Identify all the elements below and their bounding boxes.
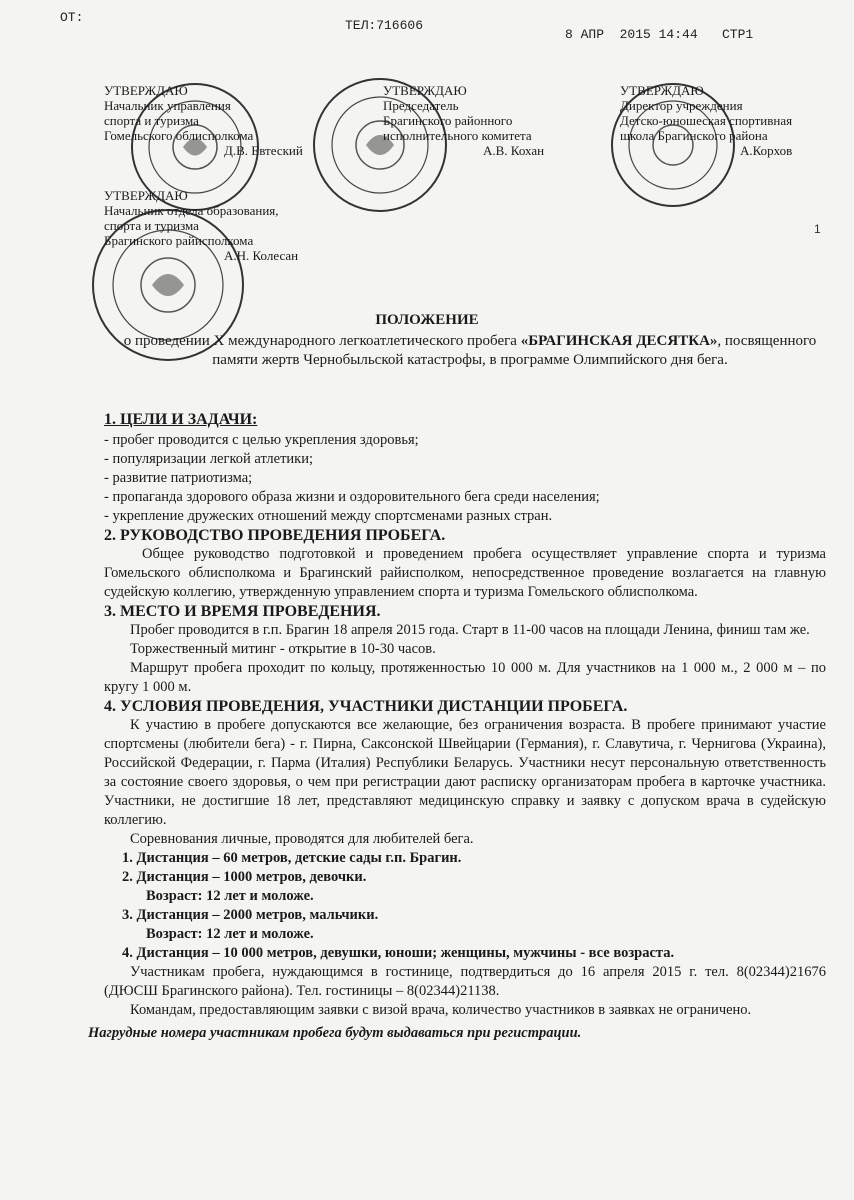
fax-date: 8 АПР 2015 14:44 (565, 27, 698, 42)
distance-item (122, 849, 826, 868)
approval-block (620, 83, 792, 158)
paragraph: Пробег проводится в г.п. Брагин 18 апреля 2015 года. Старт в 11-00 часов на площади Ленина, финиш там же. (130, 622, 810, 638)
approval-line: Гомельского облисполкома (104, 128, 254, 143)
paragraph: Командам, предоставляющим заявки с визой врача, количество участников в заявках не ограничено. (130, 1002, 752, 1018)
approval-signature: А.В. Кохан (483, 143, 545, 158)
paragraph: Соревнования личные, проводятся для любителей бега. (130, 831, 474, 847)
approval-line: школа Брагинского района (620, 128, 768, 143)
approval-block (104, 188, 298, 263)
subtitle-text: о проведении X международного легкоатлетического пробега (123, 333, 521, 349)
fax-page: СТР1 (722, 27, 754, 42)
approval-head: УТВЕРЖДАЮ (383, 83, 467, 98)
section-heading: 1. ЦЕЛИ И ЗАДАЧИ: (104, 411, 258, 428)
approval-line: Детско-юношеская спортивная (620, 113, 793, 128)
item-number: 1. (122, 850, 133, 866)
approval-signature: А.Корхов (740, 143, 793, 158)
age-limit: Возраст: 12 лет и моложе. (146, 888, 314, 904)
paragraph: Общее руководство подготовкой и проведением пробега осуществляет управление спорта и туризма Гомельского облисполкома и Брагинский райисполком, непосредственное проведение возлагается на главную судейскую коллегию, утвержденную управлением спорта и туризма Гомельского облисполкома. (104, 546, 826, 600)
approval-line: Начальник отдела образования, (104, 203, 279, 218)
subtitle-text: , посвященного памяти жертв Чернобыльской катастрофы, в программе Олимпийского дня бега. (212, 333, 817, 368)
item-number: 2. (122, 869, 133, 885)
fax-phone: ТЕЛ:716606 (345, 18, 424, 33)
approval-line: спорта и туризма (104, 113, 199, 128)
approval-head: УТВЕРЖДАЮ (104, 188, 188, 203)
fax-from: ОТ: (60, 10, 84, 25)
item-number: 3. (122, 907, 133, 923)
final-note: Нагрудные номера участникам пробега будут выдаваться при регистрации. (88, 1025, 582, 1041)
list-item: - популяризации легкой атлетики; (104, 451, 314, 467)
item-number: 4. (122, 945, 133, 961)
approval-head: УТВЕРЖДАЮ (620, 83, 704, 98)
list-item: - пропаганда здорового образа жизни и оздоровительного бега среди населения; (104, 489, 600, 505)
distance-item (122, 868, 826, 887)
approval-block (383, 83, 544, 158)
page-mark: 1 (814, 222, 821, 236)
approval-signature: Д.В. Евтеский (224, 143, 303, 158)
distance-item (122, 906, 826, 925)
approval-line: Брагинского районного (383, 113, 513, 128)
paragraph: Торжественный митинг - открытие в 10-30 часов. (130, 641, 436, 657)
document-title: ПОЛОЖЕНИЕ (375, 312, 479, 328)
document-body (88, 410, 826, 1058)
approval-line: Директор учреждения (620, 98, 743, 113)
distance-item (122, 944, 826, 963)
section-heading: 3. МЕСТО И ВРЕМЯ ПРОВЕДЕНИЯ. (104, 603, 381, 620)
item-text: Дистанция – 1000 метров, девочки. (136, 869, 367, 885)
list-item: - укрепление дружеских отношений между спортсменами разных стран. (104, 508, 553, 524)
approval-signature: А.Н. Колесан (224, 248, 299, 263)
paragraph: К участию в пробеге допускаются все желающие, без ограничения возраста. В пробеге принимают участие спортсмены (любители бега) - г. Пирна, Саксонской Швейцарии (Германия), г. Славутича, г. Чернигова (Украина), Российской Федерации, г. Парма (Италия) Республики Беларусь. Участники несут персональную ответственность за состояние своего здоровья, о чем при регистрации дают расписку организаторам пробега в карточке участника. Участники, не достигшие 18 лет, представляют медицинскую справку и заявку с допуском врача в судейскую коллегию. (104, 717, 826, 828)
distance-list (104, 849, 826, 963)
approval-line: Брагинского райисполкома (104, 233, 254, 248)
age-limit: Возраст: 12 лет и моложе. (146, 926, 314, 942)
section-heading: 2. РУКОВОДСТВО ПРОВЕДЕНИЯ ПРОБЕГА. (104, 527, 446, 544)
paragraph: Маршрут пробега проходит по кольцу, протяженностью 10 000 м. Для участников на 1 000 м., 2 000 м – по кругу 1 000 м. (104, 660, 826, 695)
approval-head: УТВЕРЖДАЮ (104, 83, 188, 98)
approval-line: Председатель (383, 98, 459, 113)
list-item: - развитие патриотизма; (104, 470, 253, 486)
approval-line: Начальник управления (104, 98, 231, 113)
event-name: «БРАГИНСКАЯ ДЕСЯТКА» (520, 333, 718, 349)
section-heading: 4. УСЛОВИЯ ПРОВЕДЕНИЯ, УЧАСТНИКИ ДИСТАНЦИИ ПРОБЕГА. (104, 698, 628, 715)
approval-block (104, 83, 303, 158)
document-subtitle (110, 332, 830, 370)
approval-line: исполнительного комитета (383, 128, 532, 143)
paragraph: Участникам пробега, нуждающимся в гостинице, подтвердиться до 16 апреля 2015 г. тел. 8(02344)21676 (ДЮСШ Брагинского района). Тел. гостиницы – 8(02344)21138. (104, 964, 826, 999)
item-text: Дистанция – 2000 метров, мальчики. (136, 907, 379, 923)
approval-line: спорта и туризма (104, 218, 199, 233)
item-text: Дистанция – 10 000 метров, девушки, юноши; женщины, мужчины - все возраста. (136, 945, 675, 961)
item-text: Дистанция – 60 метров, детские сады г.п. Брагин. (136, 850, 462, 866)
list-item: - пробег проводится с целью укрепления здоровья; (104, 432, 419, 448)
